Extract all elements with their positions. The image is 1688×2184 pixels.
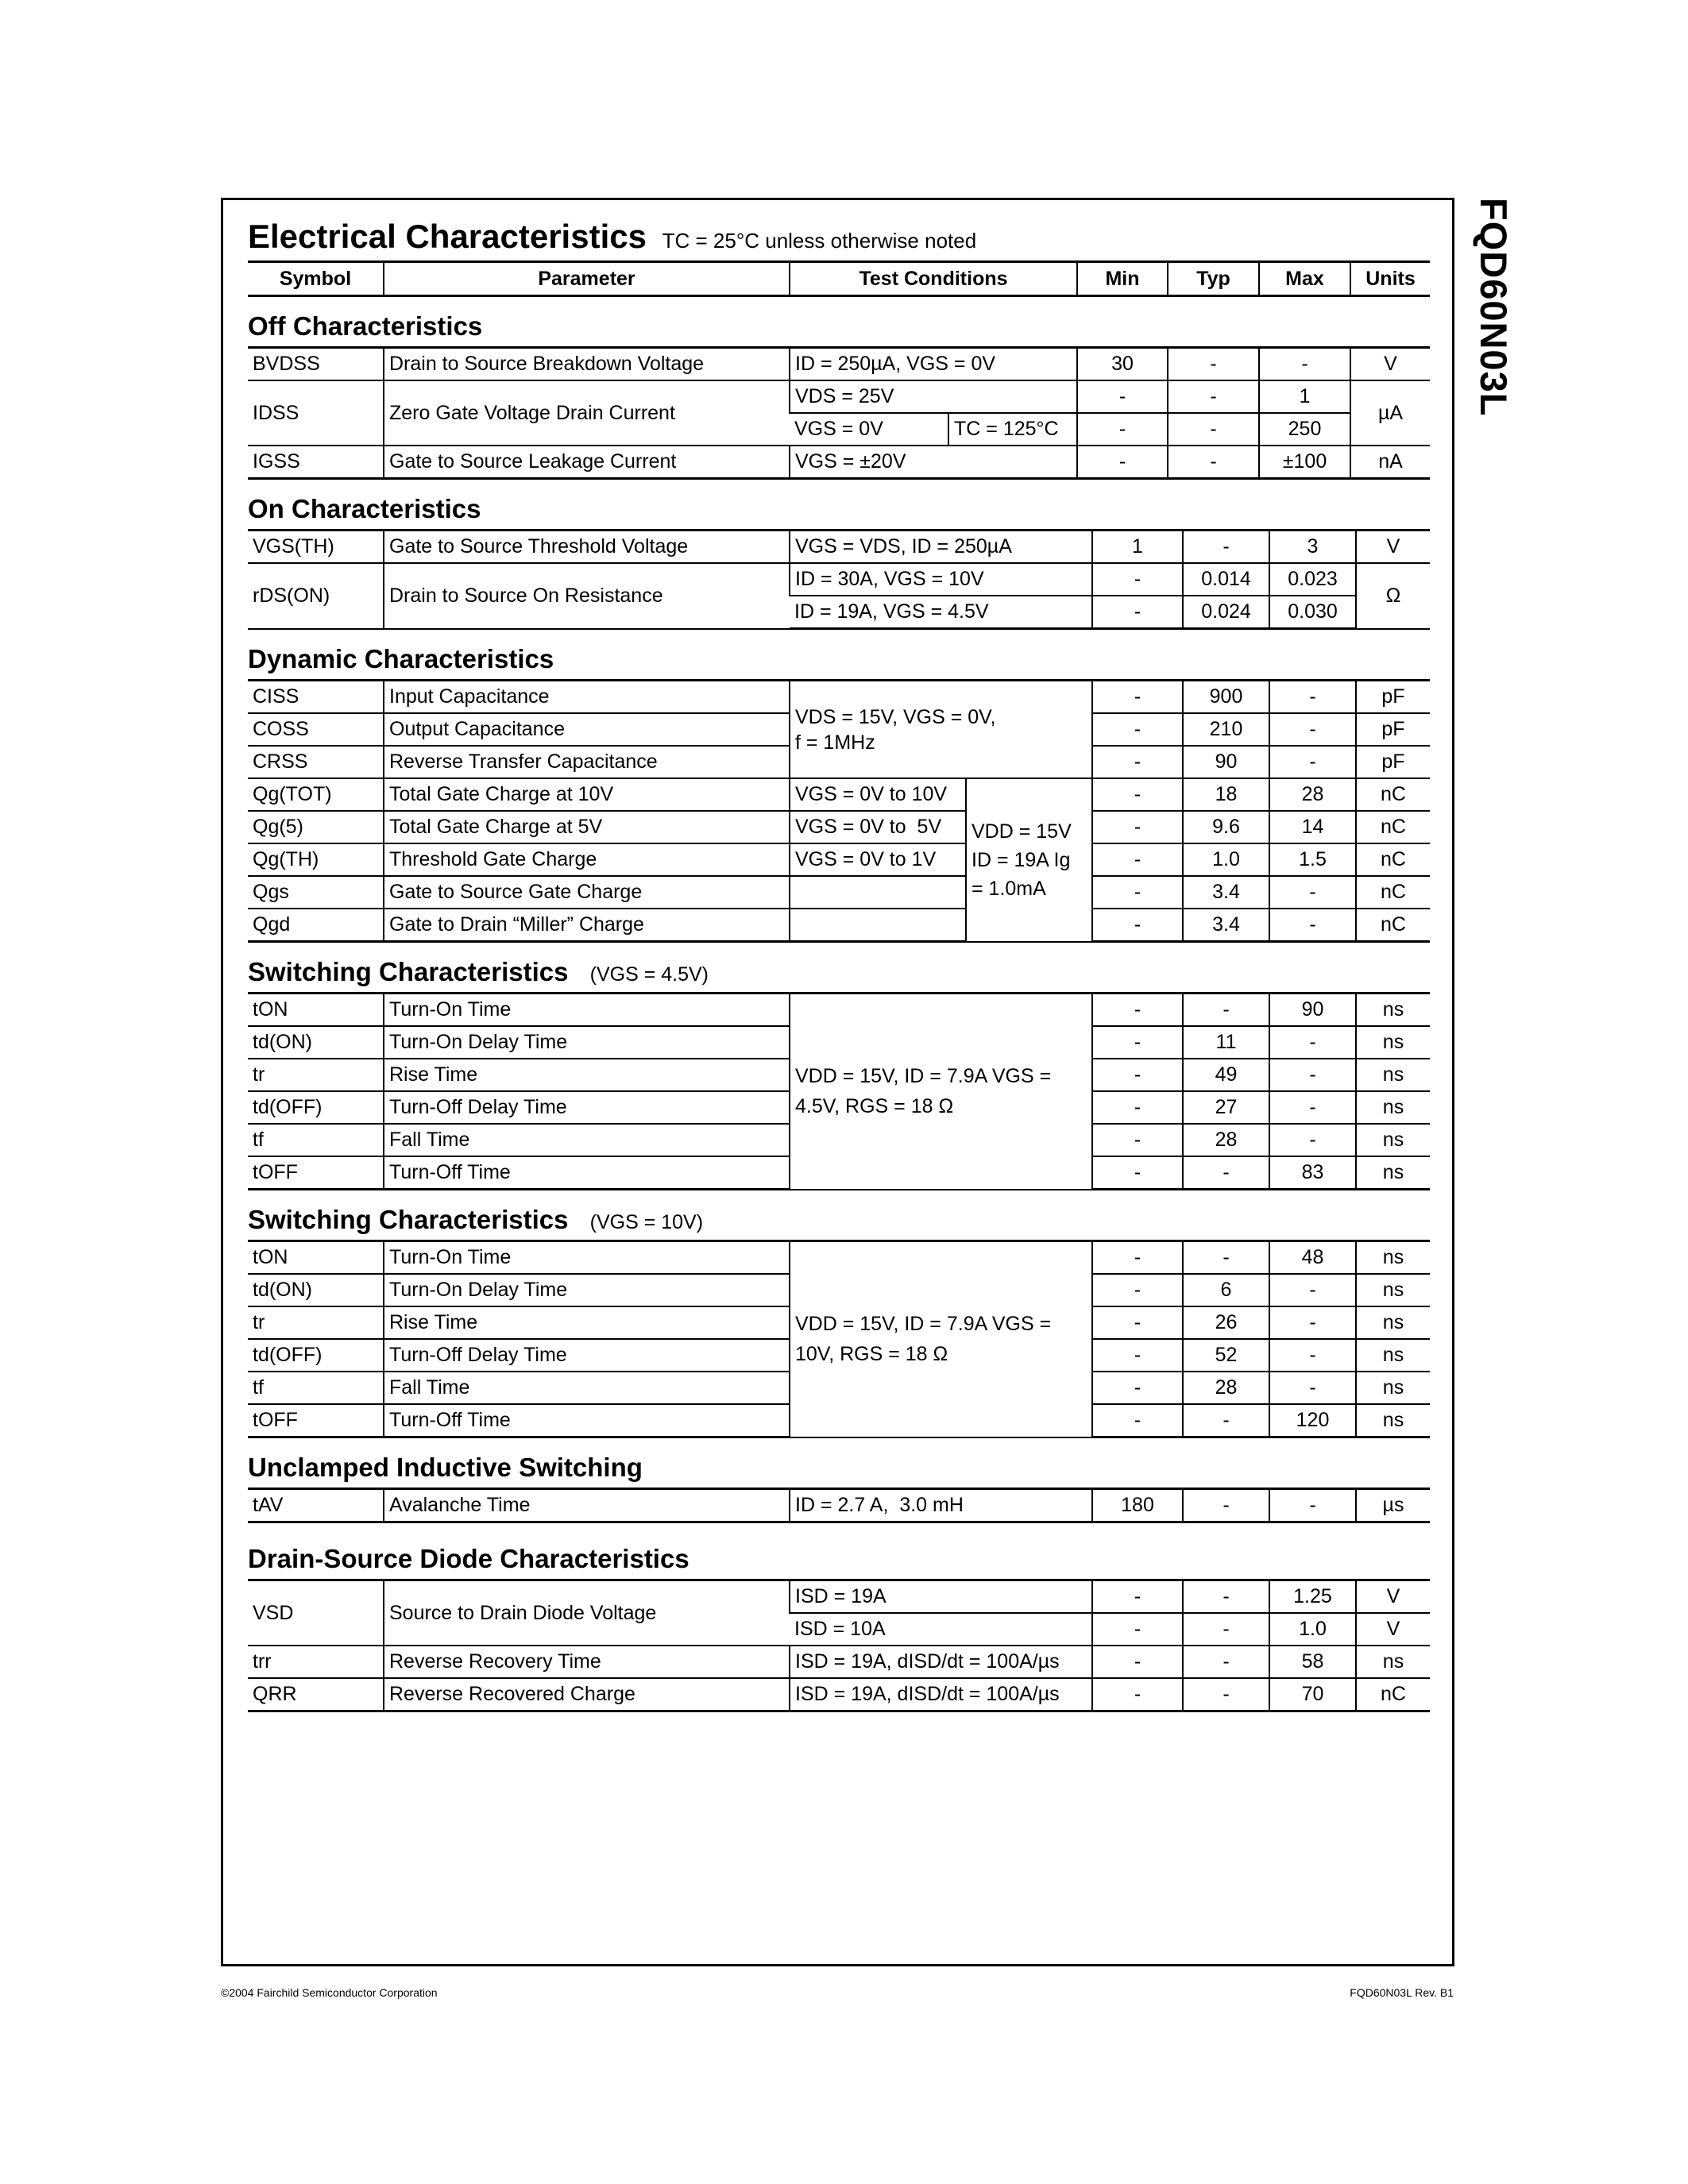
parameter: Drain to Source On Resistance (384, 563, 790, 629)
max-value: 28 (1269, 778, 1356, 811)
symbol: BVDSS (248, 348, 384, 381)
unit: pF (1356, 713, 1430, 746)
max-value: 0.023 (1269, 563, 1356, 596)
switching-10-note: (VGS = 10V) (589, 1211, 704, 1233)
table-row (248, 681, 1430, 714)
test-condition (790, 681, 1092, 779)
parameter: Turn-Off Delay Time (384, 1091, 790, 1124)
typ-value: - (1183, 1404, 1269, 1437)
max-value: - (1269, 1339, 1356, 1372)
typ-value: 11 (1183, 1026, 1269, 1059)
symbol: QRR (248, 1678, 384, 1711)
max-value: - (1269, 909, 1356, 942)
symbol: Qg(5) (248, 811, 384, 843)
table-row (248, 1489, 1430, 1522)
typ-value: - (1183, 1613, 1269, 1646)
test-condition: VGS = 0V to 10V (790, 778, 966, 811)
unit: ns (1356, 994, 1430, 1027)
switching-10-condition: VDD = 15V, ID = 7.9A VGS = 10V, RGS = 18 Ω (795, 1313, 1052, 1366)
col-test-conditions: Test Conditions (790, 262, 1077, 296)
min-value: - (1092, 563, 1183, 596)
table-row (248, 1646, 1430, 1678)
table-row (248, 876, 1430, 909)
min-value: - (1092, 843, 1183, 876)
switching-45-note: (VGS = 4.5V) (589, 963, 709, 986)
parameter: Fall Time (384, 1124, 790, 1156)
max-value: - (1269, 1372, 1356, 1404)
min-value: - (1092, 713, 1183, 746)
switching-10-table (248, 1240, 1430, 1438)
min-value: - (1092, 1404, 1183, 1437)
min-value: - (1092, 994, 1183, 1027)
unit: µs (1356, 1489, 1430, 1522)
test-condition: VDS = 25V (790, 380, 1077, 413)
test-condition: ID = 2.7 A, 3.0 mH (790, 1489, 1092, 1522)
unit: pF (1356, 681, 1430, 714)
footer-revision: FQD60N03L Rev. B1 (1350, 1986, 1454, 1999)
unit: nC (1356, 909, 1430, 942)
test-condition: ID = 19A, VGS = 4.5V (790, 596, 1092, 629)
max-value: 70 (1269, 1678, 1356, 1711)
parameter: Avalanche Time (384, 1489, 790, 1522)
capacitance-condition: VDS = 15V, VGS = 0V, f = 1MHz (795, 705, 996, 754)
table-row (248, 380, 1430, 413)
parameter: Drain to Source Breakdown Voltage (384, 348, 790, 381)
min-value: - (1092, 811, 1183, 843)
table-row (248, 446, 1430, 479)
parameter: Input Capacitance (384, 681, 790, 714)
max-value: 120 (1269, 1404, 1356, 1437)
unit: V (1356, 531, 1430, 564)
test-condition: ID = 250µA, VGS = 0V (790, 348, 1077, 381)
unit: ns (1356, 1646, 1430, 1678)
min-value: - (1092, 1306, 1183, 1339)
footer-copyright: ©2004 Fairchild Semiconductor Corporation (221, 1986, 438, 1999)
symbol: tf (248, 1124, 384, 1156)
typ-value: 26 (1183, 1306, 1269, 1339)
switching-45-table (248, 992, 1430, 1190)
test-condition: VGS = 0V (790, 413, 948, 446)
max-value: - (1269, 1489, 1356, 1522)
unit: nC (1356, 876, 1430, 909)
table-row (248, 531, 1430, 564)
symbol: tf (248, 1372, 384, 1404)
min-value: - (1092, 1339, 1183, 1372)
test-condition: VGS = 0V to 5V (790, 811, 966, 843)
typ-value: - (1168, 380, 1259, 413)
on-heading: On Characteristics (248, 494, 481, 523)
unit: ns (1356, 1339, 1430, 1372)
symbol: td(OFF) (248, 1339, 384, 1372)
column-header (248, 260, 1430, 297)
symbol: tON (248, 994, 384, 1027)
max-value: - (1269, 681, 1356, 714)
test-condition: VGS = ±20V (790, 446, 1077, 479)
test-condition: VGS = 0V to 1V (790, 843, 966, 876)
min-value: - (1092, 1372, 1183, 1404)
parameter: Turn-On Time (384, 994, 790, 1027)
typ-value: - (1183, 1241, 1269, 1275)
min-value: - (1092, 1124, 1183, 1156)
max-value: - (1269, 746, 1356, 778)
unit: µA (1350, 380, 1430, 446)
min-value: 1 (1092, 531, 1183, 564)
table-row (248, 1678, 1430, 1711)
symbol: VGS(TH) (248, 531, 384, 564)
col-units: Units (1350, 262, 1430, 296)
max-value: 83 (1269, 1156, 1356, 1190)
parameter: Total Gate Charge at 5V (384, 811, 790, 843)
parameter: Zero Gate Voltage Drain Current (384, 380, 790, 446)
gate-condition-text: VDD = 15V ID = 19A Ig = 1.0mA (971, 820, 1072, 900)
min-value: 30 (1077, 348, 1168, 381)
symbol: Qgd (248, 909, 384, 942)
unit: ns (1356, 1156, 1430, 1190)
symbol: tOFF (248, 1156, 384, 1190)
test-condition: TC = 125°C (948, 413, 1077, 446)
test-condition (790, 994, 1092, 1190)
symbol: Qg(TOT) (248, 778, 384, 811)
min-value: - (1077, 380, 1168, 413)
min-value: - (1077, 413, 1168, 446)
table-row (248, 909, 1430, 942)
unit: nC (1356, 811, 1430, 843)
unit: Ω (1356, 563, 1430, 629)
min-value: - (1092, 596, 1183, 629)
parameter: Output Capacitance (384, 713, 790, 746)
min-value: - (1092, 876, 1183, 909)
parameter: Total Gate Charge at 10V (384, 778, 790, 811)
unit: ns (1356, 1124, 1430, 1156)
test-condition: VGS = VDS, ID = 250µA (790, 531, 1092, 564)
switching-45-heading (248, 952, 1430, 992)
max-value: - (1269, 1274, 1356, 1306)
min-value: - (1077, 446, 1168, 479)
typ-value: 0.014 (1183, 563, 1269, 596)
typ-value: 3.4 (1183, 876, 1269, 909)
page-title (248, 213, 1430, 260)
unit: V (1350, 348, 1430, 381)
typ-value: 0.024 (1183, 596, 1269, 629)
min-value: - (1092, 909, 1183, 942)
symbol: rDS(ON) (248, 563, 384, 629)
title-note: TC = 25°C unless otherwise noted (662, 229, 977, 253)
parameter: Threshold Gate Charge (384, 843, 790, 876)
min-value: - (1092, 1156, 1183, 1190)
max-value: 3 (1269, 531, 1356, 564)
max-value: 1.0 (1269, 1613, 1356, 1646)
table-row (248, 843, 1430, 876)
gate-charge-condition (966, 778, 1092, 942)
unit: nC (1356, 1678, 1430, 1711)
parameter: Rise Time (384, 1306, 790, 1339)
min-value: - (1092, 1678, 1183, 1711)
max-value: - (1269, 713, 1356, 746)
min-value: - (1092, 778, 1183, 811)
min-value: - (1092, 1241, 1183, 1275)
test-condition: ISD = 19A (790, 1580, 1092, 1614)
unit: nC (1356, 843, 1430, 876)
max-value: 1.5 (1269, 843, 1356, 876)
test-condition (790, 1241, 1092, 1437)
typ-value: 1.0 (1183, 843, 1269, 876)
parameter: Turn-Off Delay Time (384, 1339, 790, 1372)
typ-value: - (1183, 994, 1269, 1027)
max-value: - (1269, 876, 1356, 909)
unit: V (1356, 1580, 1430, 1614)
switching-10-heading (248, 1200, 1430, 1240)
table-row (248, 778, 1430, 811)
unit: ns (1356, 1059, 1430, 1091)
typ-value: - (1168, 348, 1259, 381)
col-max: Max (1259, 262, 1350, 296)
symbol: VSD (248, 1580, 384, 1646)
symbol: IGSS (248, 446, 384, 479)
max-value: 48 (1269, 1241, 1356, 1275)
parameter: Rise Time (384, 1059, 790, 1091)
min-value: - (1092, 1613, 1183, 1646)
diode-heading: Drain-Source Diode Characteristics (248, 1544, 689, 1573)
table-row (248, 1241, 1430, 1275)
symbol: td(ON) (248, 1274, 384, 1306)
unit: ns (1356, 1241, 1430, 1275)
test-condition (790, 909, 966, 942)
typ-value: 18 (1183, 778, 1269, 811)
unit: ns (1356, 1306, 1430, 1339)
typ-value: 28 (1183, 1372, 1269, 1404)
max-value: 58 (1269, 1646, 1356, 1678)
max-value: 90 (1269, 994, 1356, 1027)
switching-45-title: Switching Characteristics (248, 957, 569, 986)
symbol: IDSS (248, 380, 384, 446)
table-row (248, 348, 1430, 381)
table-row (248, 563, 1430, 596)
symbol: trr (248, 1646, 384, 1678)
typ-value: 28 (1183, 1124, 1269, 1156)
unit: ns (1356, 1026, 1430, 1059)
uis-heading: Unclamped Inductive Switching (248, 1453, 643, 1482)
switching-45-condition: VDD = 15V, ID = 7.9A VGS = 4.5V, RGS = 18 Ω (795, 1065, 1052, 1118)
symbol: tAV (248, 1489, 384, 1522)
parameter: Reverse Recovered Charge (384, 1678, 790, 1711)
symbol: CISS (248, 681, 384, 714)
symbol: td(ON) (248, 1026, 384, 1059)
col-min: Min (1077, 262, 1168, 296)
table-row (248, 811, 1430, 843)
symbol: COSS (248, 713, 384, 746)
symbol: CRSS (248, 746, 384, 778)
typ-value: - (1183, 1489, 1269, 1522)
test-condition: ISD = 10A (790, 1613, 1092, 1646)
min-value: - (1092, 1274, 1183, 1306)
min-value: - (1092, 1026, 1183, 1059)
unit: nA (1350, 446, 1430, 479)
max-value: - (1259, 348, 1350, 381)
typ-value: - (1168, 413, 1259, 446)
side-part-number: FQD60N03L (1473, 198, 1515, 417)
dynamic-table (248, 679, 1430, 943)
table-row (248, 994, 1430, 1027)
parameter: Gate to Source Gate Charge (384, 876, 790, 909)
typ-value: - (1183, 1156, 1269, 1190)
switching-10-title: Switching Characteristics (248, 1205, 569, 1234)
symbol: td(OFF) (248, 1091, 384, 1124)
min-value: - (1092, 1646, 1183, 1678)
typ-value: 27 (1183, 1091, 1269, 1124)
col-symbol: Symbol (248, 262, 384, 296)
col-parameter: Parameter (384, 262, 790, 296)
min-value: - (1092, 746, 1183, 778)
typ-value: 210 (1183, 713, 1269, 746)
max-value: 1.25 (1269, 1580, 1356, 1614)
max-value: 0.030 (1269, 596, 1356, 629)
max-value: - (1269, 1026, 1356, 1059)
unit: pF (1356, 746, 1430, 778)
symbol: tOFF (248, 1404, 384, 1437)
test-condition: ID = 30A, VGS = 10V (790, 563, 1092, 596)
unit: ns (1356, 1274, 1430, 1306)
typ-value: 52 (1183, 1339, 1269, 1372)
parameter: Turn-On Delay Time (384, 1026, 790, 1059)
typ-value: - (1168, 446, 1259, 479)
unit: ns (1356, 1372, 1430, 1404)
dynamic-heading: Dynamic Characteristics (248, 644, 554, 673)
parameter: Gate to Source Threshold Voltage (384, 531, 790, 564)
parameter: Turn-On Delay Time (384, 1274, 790, 1306)
electrical-characteristics (248, 213, 1430, 1712)
min-value: - (1092, 681, 1183, 714)
table-row (248, 1580, 1430, 1614)
off-heading: Off Characteristics (248, 311, 483, 341)
max-value: 250 (1259, 413, 1350, 446)
unit: ns (1356, 1091, 1430, 1124)
parameter: Reverse Transfer Capacitance (384, 746, 790, 778)
typ-value: - (1183, 1678, 1269, 1711)
symbol: tON (248, 1241, 384, 1275)
test-condition: ISD = 19A, dISD/dt = 100A/µs (790, 1678, 1092, 1711)
typ-value: 49 (1183, 1059, 1269, 1091)
max-value: - (1269, 1091, 1356, 1124)
parameter: Source to Drain Diode Voltage (384, 1580, 790, 1646)
col-typ: Typ (1168, 262, 1259, 296)
typ-value: 900 (1183, 681, 1269, 714)
parameter: Turn-Off Time (384, 1404, 790, 1437)
max-value: 1 (1259, 380, 1350, 413)
symbol: tr (248, 1059, 384, 1091)
symbol: Qgs (248, 876, 384, 909)
unit: nC (1356, 778, 1430, 811)
title-text: Electrical Characteristics (248, 218, 647, 255)
parameter: Gate to Source Leakage Current (384, 446, 790, 479)
unit: ns (1356, 1404, 1430, 1437)
on-table (248, 529, 1430, 630)
typ-value: 3.4 (1183, 909, 1269, 942)
typ-value: - (1183, 531, 1269, 564)
parameter: Turn-On Time (384, 1241, 790, 1275)
min-value: - (1092, 1580, 1183, 1614)
uis-table (248, 1488, 1430, 1523)
max-value: 14 (1269, 811, 1356, 843)
max-value: ±100 (1259, 446, 1350, 479)
min-value: 180 (1092, 1489, 1183, 1522)
parameter: Gate to Drain “Miller” Charge (384, 909, 790, 942)
typ-value: 6 (1183, 1274, 1269, 1306)
symbol: tr (248, 1306, 384, 1339)
typ-value: - (1183, 1646, 1269, 1678)
typ-value: 9.6 (1183, 811, 1269, 843)
diode-table (248, 1579, 1430, 1712)
off-table (248, 346, 1430, 480)
parameter: Fall Time (384, 1372, 790, 1404)
typ-value: - (1183, 1580, 1269, 1614)
unit: V (1356, 1613, 1430, 1646)
typ-value: 90 (1183, 746, 1269, 778)
test-condition (790, 876, 966, 909)
max-value: - (1269, 1306, 1356, 1339)
symbol: Qg(TH) (248, 843, 384, 876)
max-value: - (1269, 1124, 1356, 1156)
min-value: - (1092, 1091, 1183, 1124)
test-condition: ISD = 19A, dISD/dt = 100A/µs (790, 1646, 1092, 1678)
parameter: Reverse Recovery Time (384, 1646, 790, 1678)
parameter: Turn-Off Time (384, 1156, 790, 1190)
max-value: - (1269, 1059, 1356, 1091)
min-value: - (1092, 1059, 1183, 1091)
